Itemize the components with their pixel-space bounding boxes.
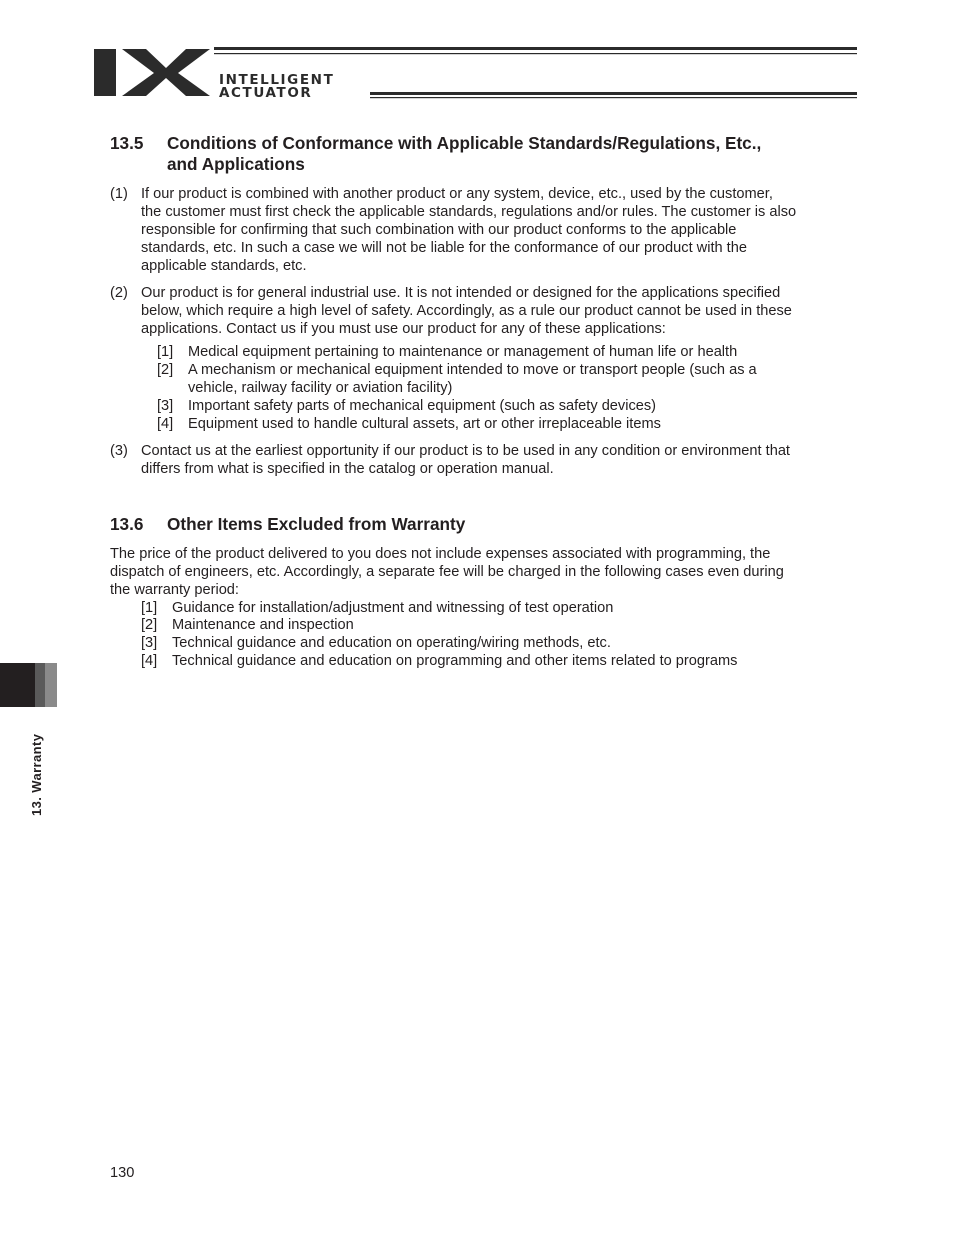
item-text: Guidance for installation/adjustment and witnessing of test operation (172, 600, 614, 616)
intro-line: the warranty period: (110, 582, 239, 598)
item-line: differs from what is specified in the catalog or operation manual. (141, 461, 554, 477)
sub-item-line: Medical equipment pertaining to maintenance or management of human life or health (188, 344, 738, 360)
section-13-6-heading (110, 514, 465, 535)
item-label: (1) (110, 186, 128, 202)
sub-item-line: Equipment used to handle cultural assets, art or other irreplaceable items (188, 416, 661, 432)
page-number: 130 (110, 1165, 135, 1181)
side-tab-block (35, 663, 45, 707)
sub-list-item (157, 343, 847, 361)
list-item (110, 284, 850, 338)
sub-item-label: [2] (157, 362, 174, 378)
item-line: standards, etc. In such a case we will not be liable for the conformance of our product with the (141, 240, 747, 256)
list-item (110, 185, 850, 275)
section-title: Other Items Excluded from Warranty (167, 514, 466, 534)
item-text: Technical guidance and education on programming and other items related to programs (172, 653, 738, 669)
section-number: 13.6 (110, 514, 144, 534)
list-item (141, 652, 841, 670)
list-item (141, 616, 841, 634)
sub-item-label: [3] (157, 398, 174, 414)
section-13-6-intro (110, 545, 850, 599)
item-label: [2] (141, 617, 158, 633)
item-label: [3] (141, 635, 158, 651)
section-title-line1: Conditions of Conformance with Applicable Standards/Regulations, Etc., (167, 133, 762, 153)
intro-line: dispatch of engineers, etc. Accordingly, a separate fee will be charged in the following cases even during (110, 564, 784, 580)
list-item (141, 599, 841, 617)
item-line: applications. Contact us if you must use our product for any of these applications: (141, 321, 666, 337)
sub-item-line: Important safety parts of mechanical equipment (such as safety devices) (188, 398, 657, 414)
section-title-line2: and Applications (167, 154, 305, 174)
item-line: responsible for confirming that such combination with our product conforms to the applicable (141, 222, 737, 238)
item-line: applicable standards, etc. (141, 258, 307, 274)
item-line: below, which require a high level of safety. Accordingly, as a rule our product cannot be used in these (141, 303, 792, 319)
item-label: [1] (141, 600, 158, 616)
brand-actuator: ACTUATOR (219, 85, 313, 101)
item-line: Our product is for general industrial use. It is not intended or designed for the applications specified (141, 285, 781, 301)
item-text: Maintenance and inspection (172, 617, 354, 633)
section-number: 13.5 (110, 133, 144, 153)
item-line: the customer must first check the applicable standards, regulations and/or rules. The customer is also (141, 204, 797, 220)
list-item (110, 442, 850, 478)
intro-line: The price of the product delivered to you does not include expenses associated with programming, the (110, 546, 771, 562)
item-line: If our product is combined with another product or any system, device, etc., used by the customer, (141, 186, 773, 202)
side-tab-block (45, 663, 57, 707)
item-line: Contact us at the earliest opportunity if our product is to be used in any condition or environment that (141, 443, 790, 459)
sub-item-label: [4] (157, 416, 174, 432)
sub-list-item (157, 415, 847, 433)
side-tab-label: 13. Warranty (29, 733, 44, 816)
list-item (141, 634, 841, 652)
side-tab-block (0, 663, 35, 707)
item-text: Technical guidance and education on operating/wiring methods, etc. (172, 635, 611, 651)
sub-item-label: [1] (157, 344, 174, 360)
item-label: (2) (110, 285, 128, 301)
section-13-5-heading (110, 133, 761, 175)
sub-list-item (157, 397, 847, 415)
ix-logo (94, 46, 214, 98)
item-label: (3) (110, 443, 128, 459)
sub-item-line: vehicle, railway facility or aviation facility) (188, 380, 453, 396)
brand-intelligent: INTELLIGENT (219, 72, 335, 88)
sub-item-line: A mechanism or mechanical equipment intended to move or transport people (such as a (188, 362, 757, 378)
sub-list-item (157, 361, 847, 397)
item-label: [4] (141, 653, 158, 669)
